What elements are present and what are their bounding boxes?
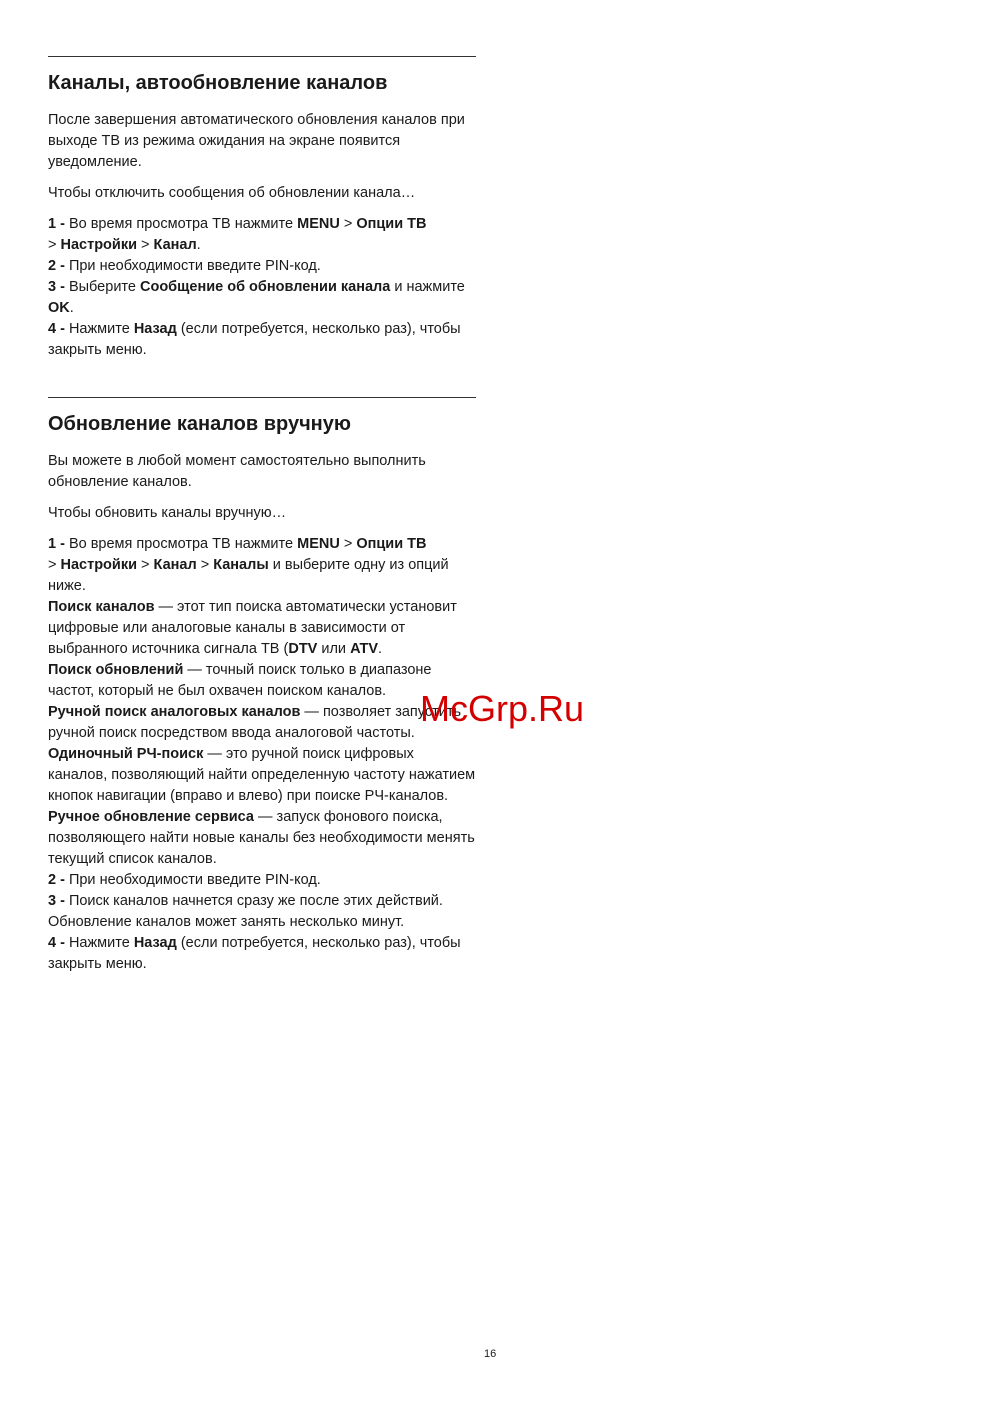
section-title: Обновление каналов вручную xyxy=(48,413,351,435)
step-2: 2 - При необходимости введите PIN-код. xyxy=(48,258,321,274)
option-manual-analog-search: Ручной поиск аналоговых каналов — позволяет запустить ручной поиск посредством ввода аналоговой частоты. xyxy=(48,704,462,741)
section-auto-update xyxy=(48,56,476,361)
section-title: Каналы, автообновление каналов xyxy=(48,72,388,94)
step-1: 1 - Во время просмотра ТВ нажмите MENU > Опции ТВ > Настройки > Канал > Каналы и выберите одну из опций ниже. xyxy=(48,536,449,594)
intro-paragraph: Вы можете в любой момент самостоятельно выполнить обновление каналов. xyxy=(48,453,426,490)
intro-paragraph: После завершения автоматического обновления каналов при выходе ТВ из режима ожидания на экране появится уведомление. xyxy=(48,112,465,170)
option-single-rf-search: Одиночный РЧ-поиск — это ручной поиск цифровых каналов, позволяющий найти определенную частоту нажатием кнопок навигации (вправо и влево) при поиске РЧ-каналов. xyxy=(48,746,476,804)
option-channel-search: Поиск каналов — этот тип поиска автоматически установит цифровые или аналоговые каналы в зависимости от выбранного источника сигнала ТВ (DTV или ATV. xyxy=(48,599,457,657)
option-manual-service-update: Ручное обновление сервиса — запуск фонового поиска, позволяющего найти новые каналы без необходимости менять текущий список каналов. xyxy=(48,809,475,867)
section-manual-update xyxy=(48,397,476,975)
step-4: 4 - Нажмите Назад (если потребуется, несколько раз), чтобы закрыть меню. xyxy=(48,321,461,358)
lead-paragraph: Чтобы отключить сообщения об обновлении канала… xyxy=(48,185,416,201)
step-3: 3 - Выберите Сообщение об обновлении канала и нажмите OK. xyxy=(48,279,465,316)
watermark: McGrp.Ru xyxy=(420,688,585,729)
step-1: 1 - Во время просмотра ТВ нажмите MENU > Опции ТВ > Настройки > Канал. xyxy=(48,216,427,253)
step-3: 3 - Поиск каналов начнется сразу же после этих действий. Обновление каналов может занять несколько минут. xyxy=(48,893,443,930)
lead-paragraph: Чтобы обновить каналы вручную… xyxy=(48,505,287,521)
page-number: 16 xyxy=(484,1348,497,1360)
option-update-search: Поиск обновлений — точный поиск только в диапазоне частот, который не был охвачен поиском каналов. xyxy=(48,662,432,699)
step-4: 4 - Нажмите Назад (если потребуется, несколько раз), чтобы закрыть меню. xyxy=(48,935,461,972)
step-2: 2 - При необходимости введите PIN-код. xyxy=(48,872,321,888)
